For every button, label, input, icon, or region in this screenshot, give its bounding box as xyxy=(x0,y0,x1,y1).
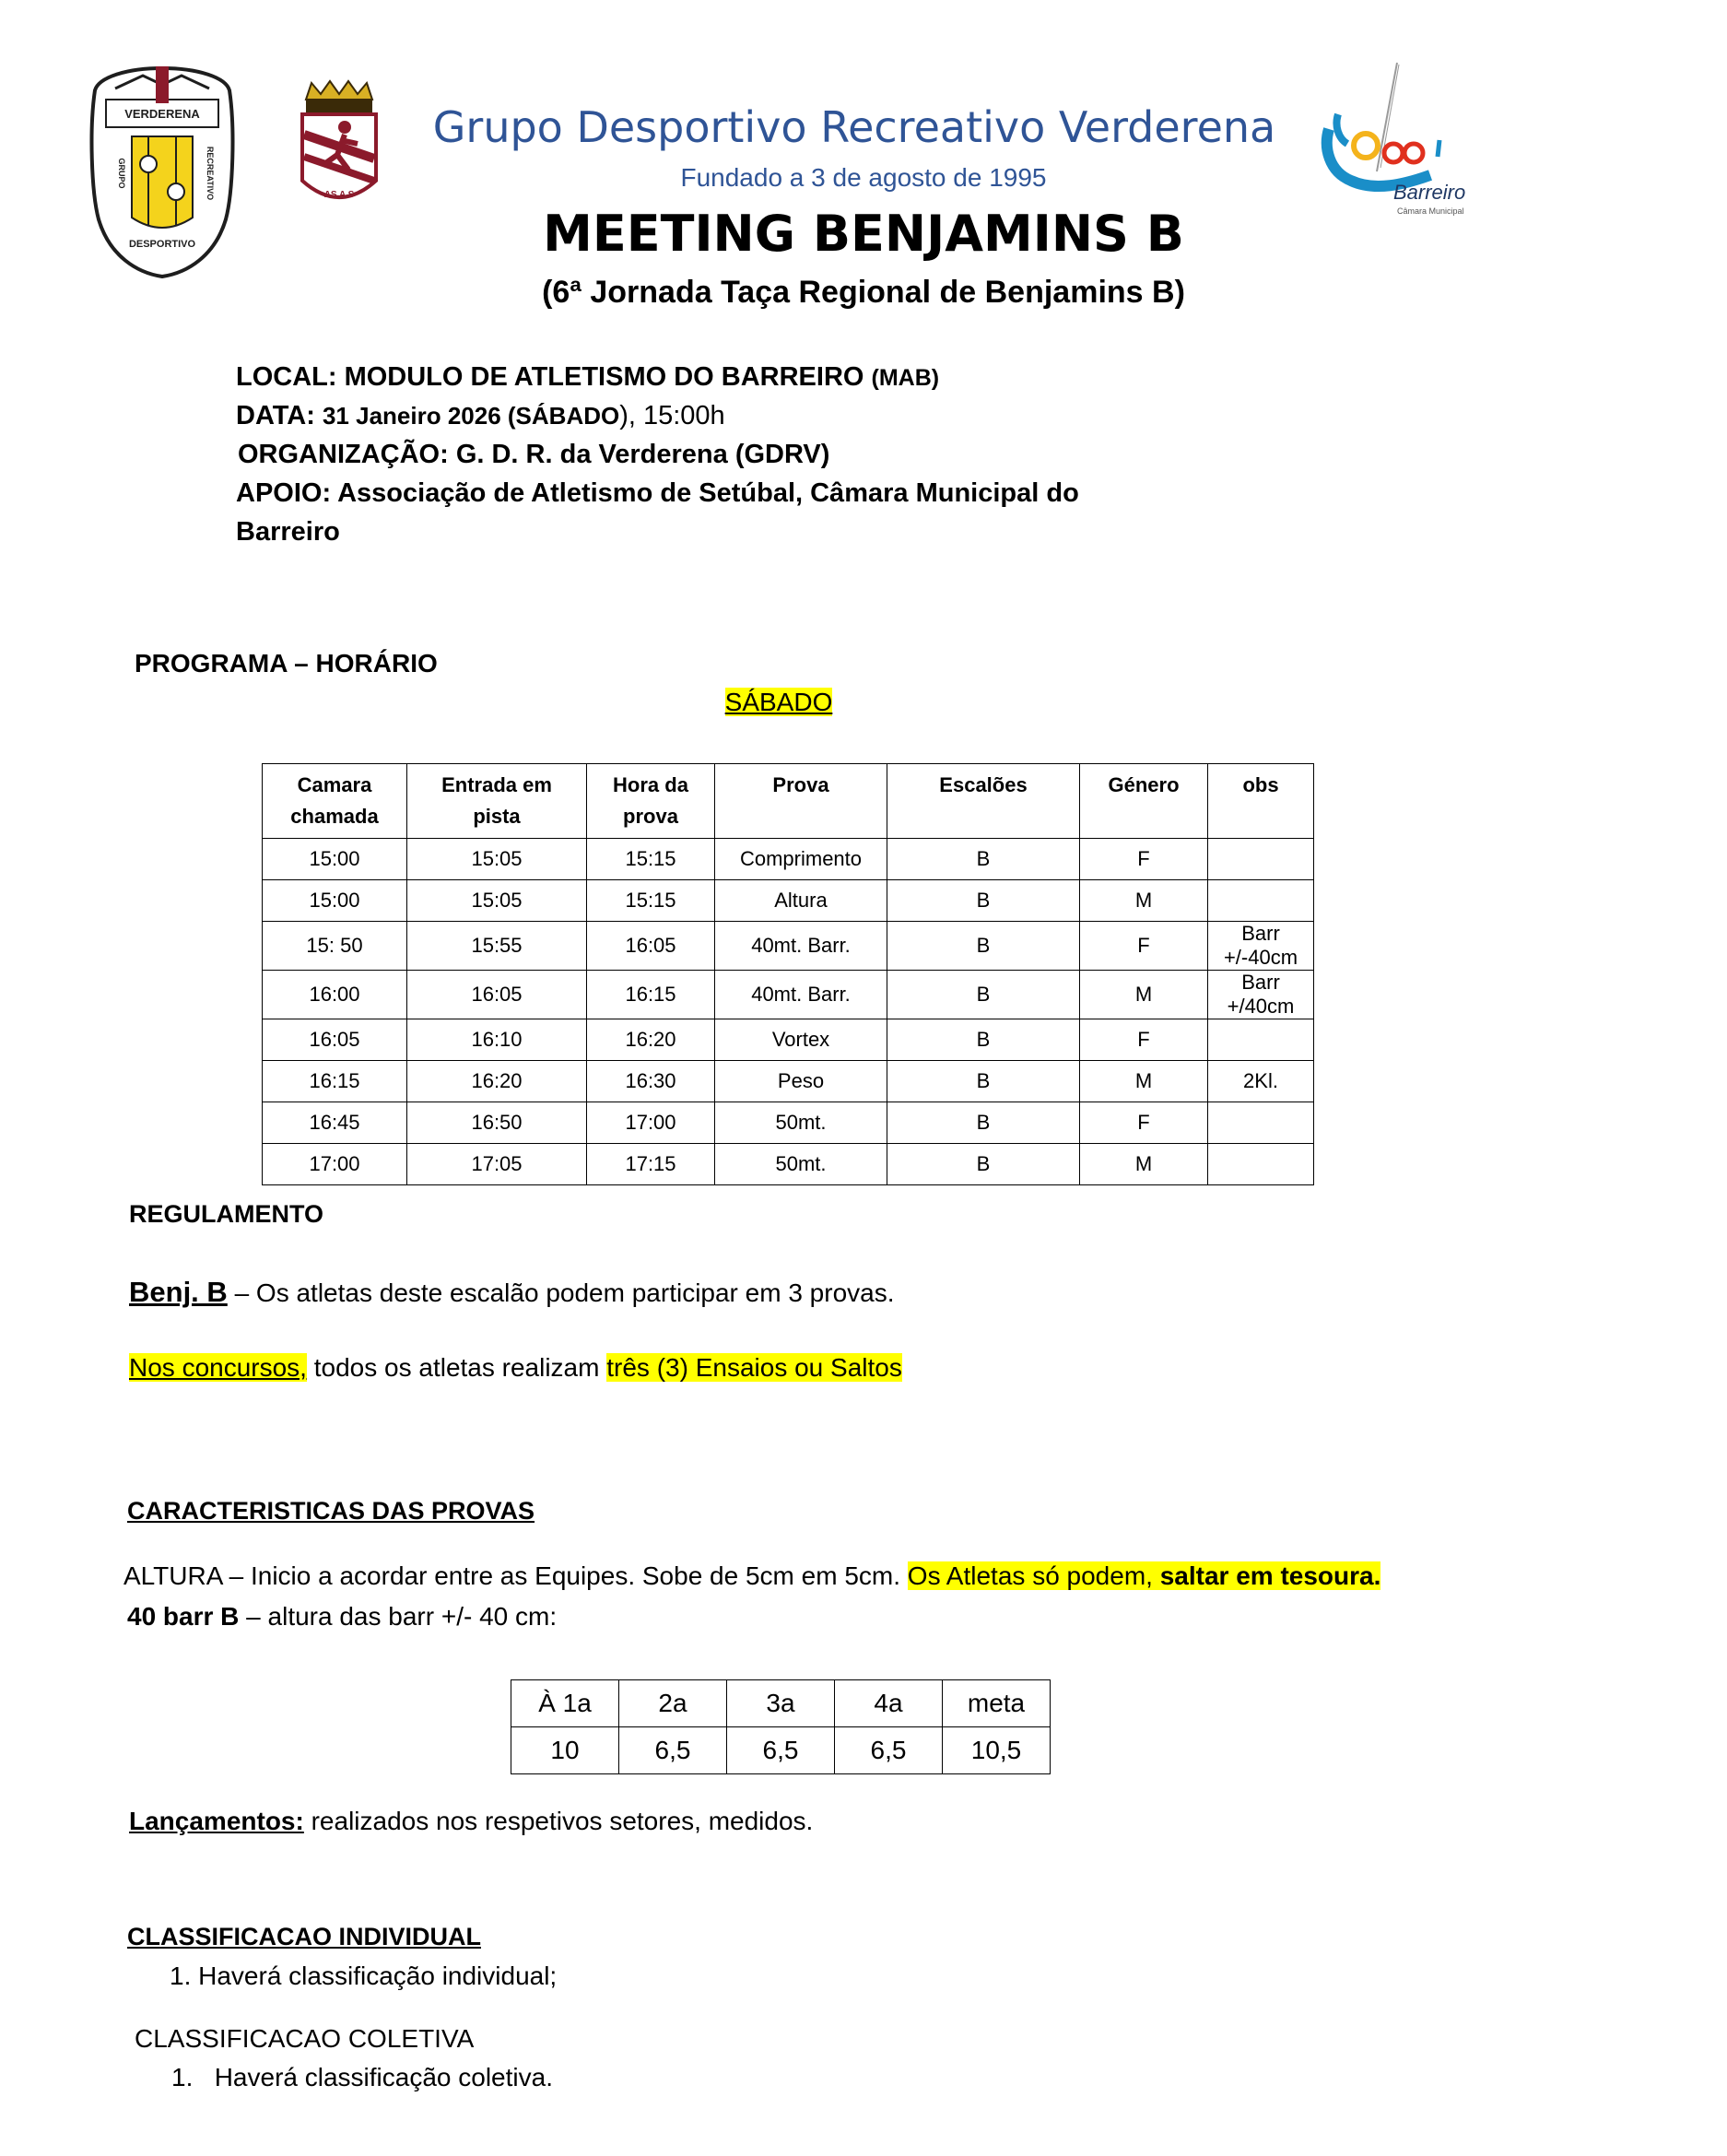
barrier-header-cell: 3a xyxy=(727,1680,835,1727)
schedule-cell-genero: F xyxy=(1080,922,1208,971)
meeting-subtitle: (6ª Jornada Taça Regional de Benjamins B) xyxy=(542,275,1185,310)
meeting-title: MEETING BENJAMINS B xyxy=(543,205,1184,263)
schedule-cell-hora-prova: 17:15 xyxy=(587,1144,715,1185)
schedule-cell-prova: 50mt. xyxy=(715,1102,887,1144)
altura-highlight: Os Atletas só podem, saltar em tesoura. xyxy=(907,1561,1381,1590)
schedule-cell-prova: Comprimento xyxy=(715,839,887,880)
schedule-cell-prova: Altura xyxy=(715,880,887,922)
schedule-cell-obs xyxy=(1208,839,1314,880)
gdrv-logo-bottom-text: DESPORTIVO xyxy=(128,239,196,250)
barrier-header-cell: À 1a xyxy=(511,1680,619,1727)
schedule-cell-hora-prova: 16:05 xyxy=(587,922,715,971)
schedule-cell-entrada-pista: 16:50 xyxy=(407,1102,587,1144)
schedule-cell-escaloes: B xyxy=(887,1019,1080,1061)
schedule-table xyxy=(262,763,1314,1185)
schedule-row xyxy=(263,839,1314,880)
schedule-cell-escaloes: B xyxy=(887,1061,1080,1102)
benj-text: – Os atletas deste escalão podem participar em 3 provas. xyxy=(227,1278,895,1307)
schedule-cell-genero: M xyxy=(1080,880,1208,922)
schedule-header-row xyxy=(263,764,1314,839)
concursos-highlight-2: três (3) Ensaios ou Saltos xyxy=(606,1353,902,1382)
schedule-cell-camara-chamada: 15:00 xyxy=(263,839,407,880)
schedule-cell-prova: 40mt. Barr. xyxy=(715,971,887,1019)
schedule-cell-hora-prova: 15:15 xyxy=(587,880,715,922)
schedule-cell-obs xyxy=(1208,1102,1314,1144)
caracteristicas-heading: CARACTERISTICAS DAS PROVAS xyxy=(127,1497,535,1525)
barr-text: – altura das barr +/- 40 cm: xyxy=(239,1602,558,1631)
col-hora-prova: Hora da prova xyxy=(587,764,715,839)
schedule-cell-entrada-pista: 16:10 xyxy=(407,1019,587,1061)
classificacao-coletiva-item: 1. Haverá classificação coletiva. xyxy=(171,2063,553,2091)
col-obs: obs xyxy=(1208,764,1314,839)
barrier-header-cell: meta xyxy=(943,1680,1051,1727)
barrier-value-cell: 10 xyxy=(511,1727,619,1774)
concursos-line xyxy=(129,1353,902,1383)
benj-line xyxy=(129,1276,895,1309)
barrier-value-cell: 6,5 xyxy=(835,1727,943,1774)
barr-label: 40 barr B xyxy=(127,1602,240,1631)
schedule-cell-prova: Vortex xyxy=(715,1019,887,1061)
barrier-value-cell: 10,5 xyxy=(943,1727,1051,1774)
schedule-cell-obs xyxy=(1208,1144,1314,1185)
barr-line xyxy=(127,1602,557,1632)
date-rest: ), 15:00h xyxy=(619,401,725,430)
altura-highlight-bold: saltar em tesoura xyxy=(1159,1561,1374,1590)
lancamentos-text: realizados nos respetivos setores, medidos. xyxy=(303,1807,814,1835)
schedule-cell-genero: M xyxy=(1080,1144,1208,1185)
club-name: Grupo Desportivo Recreativo Verderena xyxy=(432,102,1276,152)
benj-label: Benj. B xyxy=(129,1276,228,1308)
local-line xyxy=(236,358,939,397)
schedule-cell-hora-prova: 16:30 xyxy=(587,1061,715,1102)
schedule-cell-entrada-pista: 16:20 xyxy=(407,1061,587,1102)
schedule-cell-genero: M xyxy=(1080,971,1208,1019)
schedule-cell-entrada-pista: 15:05 xyxy=(407,839,587,880)
classificacao-individual-heading: CLASSIFICACAO INDIVIDUAL xyxy=(127,1923,481,1950)
date-line xyxy=(236,396,725,435)
apoio-line1: APOIO: Associação de Atletismo de Setúbal, Câmara Municipal do xyxy=(236,478,1079,508)
schedule-cell-genero: M xyxy=(1080,1061,1208,1102)
barrier-value-row xyxy=(511,1727,1051,1774)
schedule-cell-prova: Peso xyxy=(715,1061,887,1102)
schedule-cell-prova: 50mt. xyxy=(715,1144,887,1185)
schedule-cell-prova: 40mt. Barr. xyxy=(715,922,887,971)
schedule-cell-escaloes: B xyxy=(887,971,1080,1019)
altura-line xyxy=(123,1561,1380,1591)
schedule-cell-entrada-pista: 15:05 xyxy=(407,880,587,922)
barrier-header-row xyxy=(511,1680,1051,1727)
founded-date: Fundado a 3 de agosto de 1995 xyxy=(680,163,1047,192)
schedule-cell-entrada-pista: 17:05 xyxy=(407,1144,587,1185)
barrier-header-cell: 2a xyxy=(619,1680,727,1727)
schedule-cell-hora-prova: 15:15 xyxy=(587,839,715,880)
programa-heading: PROGRAMA – HORÁRIO xyxy=(135,649,438,677)
col-genero: Género xyxy=(1080,764,1208,839)
barrier-header-cell: 4a xyxy=(835,1680,943,1727)
schedule-cell-escaloes: B xyxy=(887,839,1080,880)
day-label-wrap xyxy=(0,688,1557,717)
schedule-cell-obs: Barr +/-40cm xyxy=(1208,922,1314,971)
schedule-cell-hora-prova: 16:20 xyxy=(587,1019,715,1061)
schedule-cell-genero: F xyxy=(1080,839,1208,880)
schedule-cell-camara-chamada: 15:00 xyxy=(263,880,407,922)
schedule-row xyxy=(263,880,1314,922)
classificacao-individual-item: 1. Haverá classificação individual; xyxy=(170,1962,558,1990)
gdrv-logo-right-text: RECREATIVO xyxy=(206,146,215,201)
schedule-row xyxy=(263,1061,1314,1102)
schedule-cell-camara-chamada: 15: 50 xyxy=(263,922,407,971)
local-label: LOCAL: MODULO DE ATLETISMO DO BARREIRO xyxy=(236,362,864,392)
schedule-cell-camara-chamada: 17:00 xyxy=(263,1144,407,1185)
schedule-cell-obs xyxy=(1208,1019,1314,1061)
barrier-distances-table xyxy=(511,1679,1051,1774)
schedule-cell-escaloes: B xyxy=(887,880,1080,922)
classificacao-coletiva-heading: CLASSIFICACAO COLETIVA xyxy=(135,2024,475,2053)
schedule-cell-obs xyxy=(1208,880,1314,922)
schedule-cell-camara-chamada: 16:05 xyxy=(263,1019,407,1061)
local-extra: (MAB) xyxy=(871,365,940,391)
lancamentos-line xyxy=(129,1807,813,1836)
regulamento-heading: REGULAMENTO xyxy=(129,1200,324,1228)
schedule-cell-hora-prova: 17:00 xyxy=(587,1102,715,1144)
altura-text: ALTURA – Inicio a acordar entre as Equipes. Sobe de 5cm em 5cm. xyxy=(123,1561,908,1590)
concursos-highlight-1: Nos concursos, xyxy=(129,1353,307,1382)
barrier-value-cell: 6,5 xyxy=(619,1727,727,1774)
schedule-row xyxy=(263,922,1314,971)
organizacao-line: ORGANIZAÇÃO: G. D. R. da Verderena (GDRV) xyxy=(238,440,830,469)
schedule-cell-obs: Barr +/40cm xyxy=(1208,971,1314,1019)
date-label: DATA: xyxy=(236,401,315,430)
schedule-cell-genero: F xyxy=(1080,1102,1208,1144)
barreiro-logo-subtext: Câmara Municipal xyxy=(1397,206,1464,216)
schedule-cell-escaloes: B xyxy=(887,1102,1080,1144)
schedule-cell-camara-chamada: 16:00 xyxy=(263,971,407,1019)
apoio-line2: Barreiro xyxy=(236,517,340,547)
barrier-value-cell: 6,5 xyxy=(727,1727,835,1774)
gdrv-logo-left-text: GRUPO xyxy=(117,158,126,189)
date-value: 31 Janeiro 2026 (SÁBADO xyxy=(322,402,620,430)
municipal-crest-text: AS A S xyxy=(323,190,355,200)
schedule-cell-camara-chamada: 16:15 xyxy=(263,1061,407,1102)
lancamentos-label: Lançamentos: xyxy=(129,1807,304,1835)
schedule-row xyxy=(263,1102,1314,1144)
col-prova: Prova xyxy=(715,764,887,839)
schedule-cell-escaloes: B xyxy=(887,922,1080,971)
col-entrada-pista: Entrada em pista xyxy=(407,764,587,839)
schedule-cell-entrada-pista: 16:05 xyxy=(407,971,587,1019)
barreiro-logo-text: Barreiro xyxy=(1393,181,1466,204)
concursos-text: todos os atletas realizam xyxy=(306,1353,607,1382)
gdrv-logo-top-text: VERDERENA xyxy=(124,107,200,121)
schedule-cell-entrada-pista: 15:55 xyxy=(407,922,587,971)
col-escaloes: Escalões xyxy=(887,764,1080,839)
schedule-cell-camara-chamada: 16:45 xyxy=(263,1102,407,1144)
schedule-cell-genero: F xyxy=(1080,1019,1208,1061)
col-camara-chamada: Camara chamada xyxy=(263,764,407,839)
schedule-cell-escaloes: B xyxy=(887,1144,1080,1185)
schedule-cell-hora-prova: 16:15 xyxy=(587,971,715,1019)
schedule-row xyxy=(263,971,1314,1019)
schedule-row xyxy=(263,1144,1314,1185)
schedule-row xyxy=(263,1019,1314,1061)
schedule-cell-obs: 2Kl. xyxy=(1208,1061,1314,1102)
day-label: SÁBADO xyxy=(724,688,833,716)
